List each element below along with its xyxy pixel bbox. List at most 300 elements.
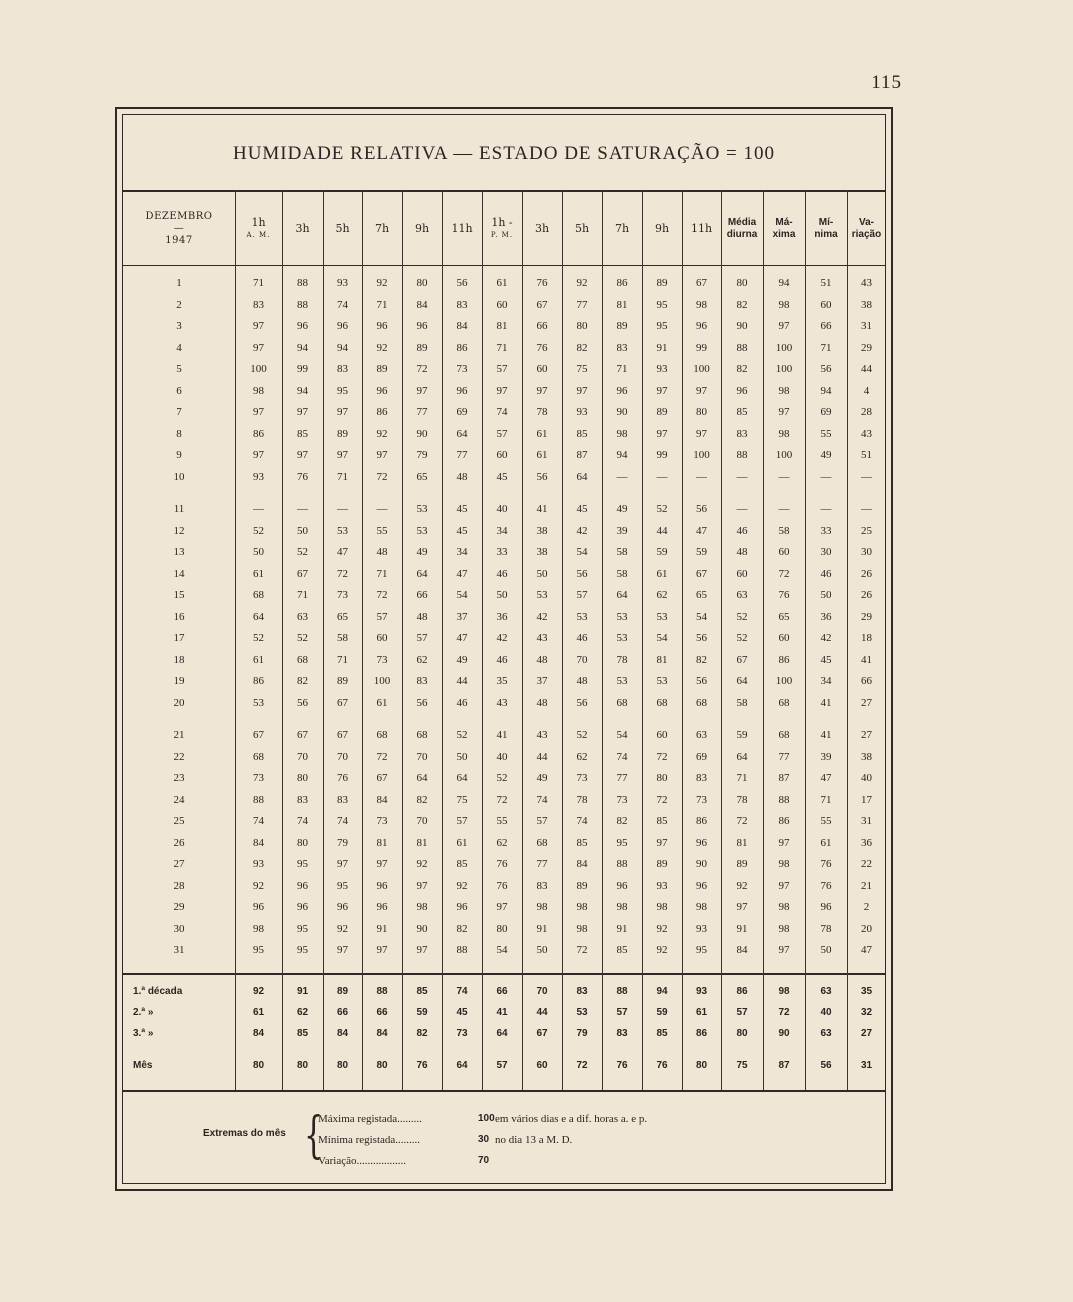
table-cell: 54	[696, 611, 707, 623]
table-cell: 89	[656, 277, 668, 289]
table-cell: 35	[860, 986, 873, 997]
table-cell: 86	[778, 654, 790, 666]
table-row-label: 28	[173, 880, 185, 892]
table-cell: 56	[576, 568, 588, 580]
table-cell: 94	[656, 986, 668, 997]
table-cell: 86	[695, 1028, 708, 1039]
table-cell: 80	[496, 923, 508, 935]
table-cell: 29	[861, 611, 872, 623]
table-cell: 62	[416, 654, 428, 666]
column-header	[235, 194, 282, 264]
table-cell: 98	[576, 901, 588, 913]
table-cell: 66	[336, 1007, 349, 1018]
table-cell: 82	[297, 675, 308, 687]
table-cell: 94	[297, 342, 308, 354]
table-cell: 65	[778, 611, 790, 623]
table-cell: 71	[253, 277, 264, 289]
table-cell: 69	[696, 751, 707, 763]
table-cell: 81	[416, 837, 428, 849]
table-cell: 2	[863, 901, 870, 913]
table-row-label: 1	[176, 277, 182, 289]
table-cell: 80	[296, 1060, 309, 1071]
table-cell: 59	[656, 546, 668, 558]
table-cell: 72	[778, 1007, 790, 1018]
table-cell: 88	[736, 449, 748, 461]
table-cell: 93	[696, 923, 707, 935]
table-cell: 39	[820, 751, 832, 763]
table-row-label: 24	[173, 794, 185, 806]
table-cell: 96	[696, 320, 707, 332]
summary-row	[123, 1024, 885, 1044]
table-cell: 91	[536, 923, 548, 935]
column-header	[323, 194, 362, 264]
table-cell: 61	[252, 1007, 265, 1018]
table-cell: 97	[253, 320, 264, 332]
summary-row-label: 2.ª »	[133, 1007, 154, 1018]
table-cell: 27	[860, 1028, 873, 1039]
table-cell: —	[337, 503, 348, 515]
table-cell: 64	[456, 428, 468, 440]
table-cell: 48	[576, 675, 588, 687]
table-cell: 45	[496, 471, 508, 483]
table-cell: 65	[337, 611, 348, 623]
table-cell: 71	[820, 342, 832, 354]
table-cell: 47	[337, 546, 348, 558]
table-cell: 98	[656, 901, 668, 913]
table-cell: 42	[536, 611, 548, 623]
table-cell: 57	[576, 589, 588, 601]
table-cell: 84	[736, 944, 748, 956]
summary-row	[123, 1003, 885, 1023]
table-cell: 62	[656, 589, 668, 601]
table-cell: —	[656, 471, 668, 483]
table-cell: 97	[337, 944, 348, 956]
table-cell: 82	[576, 342, 588, 354]
table-cell: 45	[456, 503, 468, 515]
table-cell: 84	[253, 837, 264, 849]
column-header-main: 1h	[251, 216, 266, 229]
table-row-label: 21	[173, 729, 185, 741]
table-cell: 97	[337, 858, 348, 870]
table-cell: 85	[656, 1028, 668, 1039]
table-cell: 31	[861, 815, 872, 827]
table-cell: 48	[416, 611, 428, 623]
column-header-main: Má-	[775, 217, 793, 228]
table-cell: 70	[416, 751, 428, 763]
table-cell: 76	[820, 880, 832, 892]
table-cell: 83	[616, 342, 628, 354]
table-cell: 88	[616, 858, 628, 870]
table-cell: 85	[456, 858, 468, 870]
table-cell: 96	[416, 320, 428, 332]
table-cell: 93	[253, 471, 264, 483]
table-cell: 80	[696, 406, 707, 418]
table-cell: 53	[656, 675, 668, 687]
table-cell: 55	[820, 428, 832, 440]
table-cell: 97	[536, 385, 548, 397]
table-row	[123, 833, 885, 853]
table-cell: 81	[376, 837, 388, 849]
table-cell: 40	[861, 772, 872, 784]
extreme-max-name: Máxima registada.........	[318, 1113, 422, 1125]
table-row	[123, 499, 885, 519]
table-cell: 52	[253, 525, 264, 537]
table-cell: 67	[337, 729, 348, 741]
table-cell: 67	[253, 729, 264, 741]
table-cell: 55	[376, 525, 388, 537]
table-cell: 42	[496, 632, 508, 644]
table-cell: 97	[778, 837, 790, 849]
column-header-main: 1h -	[491, 216, 513, 229]
table-cell: 88	[297, 277, 308, 289]
table-cell: 72	[576, 1060, 588, 1071]
column-header-main: 3h	[534, 222, 550, 235]
table-cell: 41	[861, 654, 872, 666]
table-cell: 60	[736, 568, 748, 580]
table-cell: 66	[861, 675, 872, 687]
table-cell: 96	[616, 385, 628, 397]
month-row	[123, 1056, 885, 1076]
table-cell: 97	[778, 944, 790, 956]
table-cell: 68	[297, 654, 308, 666]
table-cell: 72	[376, 751, 388, 763]
table-cell: 42	[820, 632, 832, 644]
table-row	[123, 693, 885, 713]
table-cell: 61	[456, 837, 468, 849]
table-cell: 64	[456, 1060, 468, 1071]
table-cell: 83	[253, 299, 264, 311]
table-cell: —	[820, 503, 832, 515]
table-cell: 30	[820, 546, 832, 558]
table-cell: 86	[376, 406, 388, 418]
table-cell: 35	[496, 675, 508, 687]
table-cell: 34	[496, 525, 508, 537]
table-cell: 98	[778, 299, 790, 311]
table-cell: 88	[297, 299, 308, 311]
table-cell: 57	[736, 1007, 748, 1018]
table-cell: 97	[778, 406, 790, 418]
table-cell: 63	[820, 986, 832, 997]
column-header	[721, 194, 763, 264]
table-cell: 93	[695, 986, 708, 997]
table-cell: 90	[736, 320, 748, 332]
table-cell: 83	[337, 363, 348, 375]
column-header	[763, 194, 805, 264]
table-cell: 27	[861, 697, 872, 709]
column-header-main: 5h	[335, 222, 350, 235]
table-cell: 85	[656, 815, 668, 827]
table-cell: 57	[376, 611, 388, 623]
table-cell: 89	[376, 363, 388, 375]
table-cell: 69	[820, 406, 832, 418]
table-cell: 84	[456, 320, 468, 332]
table-cell: 96	[337, 320, 348, 332]
table-cell: 96	[456, 385, 468, 397]
table-cell: 34	[820, 675, 832, 687]
column-header-main: Va-	[858, 217, 874, 228]
table-inner-frame	[122, 114, 886, 1184]
column-header-main: 9h	[654, 222, 670, 235]
table-cell: 57	[456, 815, 468, 827]
table-cell: 96	[376, 880, 388, 892]
table-cell: 74	[576, 815, 588, 827]
table-cell: 93	[656, 880, 668, 892]
table-cell: 86	[456, 342, 468, 354]
table-cell: 96	[736, 385, 748, 397]
table-row-label: 25	[173, 815, 185, 827]
table-row-label: 31	[173, 944, 185, 956]
table-cell: 52	[297, 546, 308, 558]
table-cell: 31	[860, 1060, 873, 1071]
table-cell: 64	[416, 568, 428, 580]
table-cell: 71	[297, 589, 308, 601]
table-cell: 61	[656, 568, 668, 580]
table-cell: 76	[496, 880, 508, 892]
table-cell: 85	[416, 986, 428, 997]
table-cell: —	[297, 503, 308, 515]
table-cell: 98	[778, 901, 790, 913]
table-cell: 89	[656, 406, 668, 418]
table-cell: 80	[336, 1060, 349, 1071]
table-cell: 69	[456, 406, 468, 418]
table-cell: 46	[496, 654, 508, 666]
extreme-max-desc: em vários dias e a dif. horas a. e p.	[495, 1113, 648, 1125]
table-cell: 67	[297, 568, 308, 580]
table-cell: 60	[820, 299, 832, 311]
table-cell: 46	[456, 697, 468, 709]
table-cell: 60	[778, 546, 790, 558]
table-cell: 96	[297, 901, 308, 913]
column-header-sub: xima	[772, 229, 796, 240]
extreme-min	[318, 1131, 573, 1149]
table-cell: 89	[337, 675, 348, 687]
column-header-sub: diurna	[726, 229, 758, 240]
table-cell: 54	[576, 546, 588, 558]
table-row-label: 11	[173, 503, 185, 515]
table-cell: 50	[820, 944, 832, 956]
table-cell: 97	[696, 385, 707, 397]
table-cell: 78	[616, 654, 628, 666]
month-dash: —	[173, 223, 185, 234]
table-cell: 41	[496, 1007, 508, 1018]
table-cell: 84	[336, 1028, 349, 1039]
column-header	[602, 194, 642, 264]
table-cell: 63	[820, 1028, 832, 1039]
table-cell: 58	[337, 632, 348, 644]
table-cell: 43	[536, 632, 548, 644]
table-cell: 56	[416, 697, 428, 709]
table-cell: 95	[656, 320, 668, 332]
table-cell: 84	[376, 1028, 388, 1039]
table-cell: 98	[778, 428, 790, 440]
column-header-sub: nima	[814, 229, 838, 240]
table-row-label: 6	[176, 385, 182, 397]
table-cell: 92	[656, 923, 668, 935]
table-cell: 83	[736, 428, 748, 440]
table-cell: 86	[253, 428, 264, 440]
table-row-label: 14	[173, 568, 185, 580]
table-cell: 95	[253, 944, 264, 956]
column-header-main: 11h	[451, 222, 473, 235]
table-cell: 97	[253, 406, 264, 418]
table-cell: 71	[337, 654, 348, 666]
table-cell: 47	[820, 772, 832, 784]
table-cell: 53	[337, 525, 348, 537]
table-cell: 47	[696, 525, 707, 537]
table-cell: 94	[297, 385, 308, 397]
table-row-label: 13	[173, 546, 185, 558]
table-cell: 84	[376, 794, 388, 806]
table-cell: 46	[820, 568, 832, 580]
table-cell: 63	[297, 611, 308, 623]
table-cell: 78	[736, 794, 748, 806]
column-header-main: 3h	[295, 222, 310, 235]
table-cell: 32	[860, 1007, 873, 1018]
table-cell: 54	[496, 944, 508, 956]
table-cell: 66	[536, 320, 548, 332]
table-cell: 68	[416, 729, 428, 741]
table-cell: 34	[456, 546, 468, 558]
table-cell: 97	[778, 880, 790, 892]
table-cell: 100	[775, 449, 793, 461]
table-cell: 57	[416, 632, 428, 644]
table-cell: 52	[576, 729, 588, 741]
table-row-label: 16	[173, 611, 185, 623]
summary-row-label: 1.ª década	[133, 986, 183, 997]
table-cell: 53	[656, 611, 668, 623]
table-cell: 33	[496, 546, 508, 558]
summary-row-label: 3.ª »	[133, 1028, 154, 1039]
table-cell: 91	[616, 923, 628, 935]
table-cell: 66	[820, 320, 832, 332]
column-header	[682, 194, 721, 264]
table-cell: —	[861, 503, 872, 515]
table-cell: 78	[820, 923, 832, 935]
table-cell: 77	[616, 772, 628, 784]
table-cell: 97	[778, 320, 790, 332]
table-cell: 74	[616, 751, 628, 763]
table-cell: 48	[536, 697, 548, 709]
table-cell: 46	[736, 525, 748, 537]
table-row-label: 23	[173, 772, 185, 784]
table-cell: 38	[536, 546, 548, 558]
table-cell: 21	[861, 880, 872, 892]
table-row	[123, 585, 885, 605]
table-row-label: 2	[176, 299, 182, 311]
table-cell: 100	[775, 363, 793, 375]
table-row	[123, 521, 885, 541]
table-cell: 76	[536, 277, 548, 289]
table-row	[123, 445, 885, 465]
table-cell: 68	[376, 729, 388, 741]
table-cell: 73	[456, 1028, 468, 1039]
table-cell: 53	[616, 675, 628, 687]
table-row	[123, 790, 885, 810]
table-cell: 92	[376, 277, 388, 289]
table-cell: 92	[456, 880, 468, 892]
table-cell: 83	[536, 880, 548, 892]
table-cell: 66	[496, 986, 508, 997]
table-cell: 96	[696, 880, 707, 892]
table-row	[123, 316, 885, 336]
table-cell: 97	[496, 901, 508, 913]
table-cell: —	[736, 471, 748, 483]
table-cell: 70	[297, 751, 308, 763]
table-cell: 76	[337, 772, 348, 784]
table-cell: 64	[456, 772, 468, 784]
table-cell: 62	[296, 1007, 309, 1018]
header-top-rule	[123, 190, 885, 192]
table-cell: 52	[456, 729, 468, 741]
table-cell: 85	[296, 1028, 309, 1039]
table-cell: 97	[656, 428, 668, 440]
table-cell: 40	[496, 503, 508, 515]
table-cell: 96	[376, 385, 388, 397]
table-cell: 38	[861, 751, 872, 763]
table-cell: 76	[416, 1060, 428, 1071]
table-cell: 61	[496, 277, 508, 289]
table-row	[123, 919, 885, 939]
table-cell: 52	[297, 632, 308, 644]
table-cell: 97	[376, 449, 388, 461]
table-cell: 71	[736, 772, 748, 784]
table-cell: 56	[456, 277, 468, 289]
table-cell: 97	[337, 406, 348, 418]
table-cell: 89	[616, 320, 628, 332]
table-frame	[115, 107, 893, 1191]
table-cell: 76	[496, 858, 508, 870]
table-cell: 44	[536, 751, 548, 763]
table-cell: 77	[536, 858, 548, 870]
table-cell: 68	[778, 697, 790, 709]
table-cell: 85	[297, 428, 308, 440]
page-title: HUMIDADE RELATIVA — ESTADO DE SATURAÇÃO = 100	[232, 143, 776, 164]
table-cell: 33	[820, 525, 832, 537]
table-cell: 60	[778, 632, 790, 644]
table-cell: 92	[376, 342, 388, 354]
table-cell: 70	[536, 986, 548, 997]
table-cell: 80	[656, 772, 668, 784]
extremes-label: Extremas do mês	[203, 1128, 286, 1139]
table-cell: 56	[820, 1060, 832, 1071]
table-cell: 4	[863, 385, 870, 397]
column-header-sub: P. M.	[490, 231, 514, 239]
table-cell: 94	[820, 385, 832, 397]
table-cell: 91	[376, 923, 388, 935]
table-cell: 83	[696, 772, 707, 784]
table-cell: 60	[376, 632, 388, 644]
table-cell: 80	[376, 1060, 388, 1071]
table-cell: 56	[696, 632, 707, 644]
table-cell: 95	[297, 923, 308, 935]
table-row	[123, 381, 885, 401]
table-row-label: 15	[173, 589, 185, 601]
table-cell: 58	[778, 525, 790, 537]
table-cell: 22	[861, 858, 872, 870]
table-cell: 52	[496, 772, 508, 784]
header-bottom-rule	[123, 265, 885, 266]
table-cell: 75	[456, 794, 468, 806]
table-cell: 76	[616, 1060, 628, 1071]
table-cell: 61	[695, 1007, 708, 1018]
table-cell: 26	[861, 589, 872, 601]
table-cell: 80	[736, 1028, 748, 1039]
table-cell: 43	[536, 729, 548, 741]
table-cell: 74	[496, 406, 508, 418]
table-cell: 74	[337, 299, 348, 311]
table-cell: 56	[297, 697, 308, 709]
table-cell: 81	[736, 837, 748, 849]
